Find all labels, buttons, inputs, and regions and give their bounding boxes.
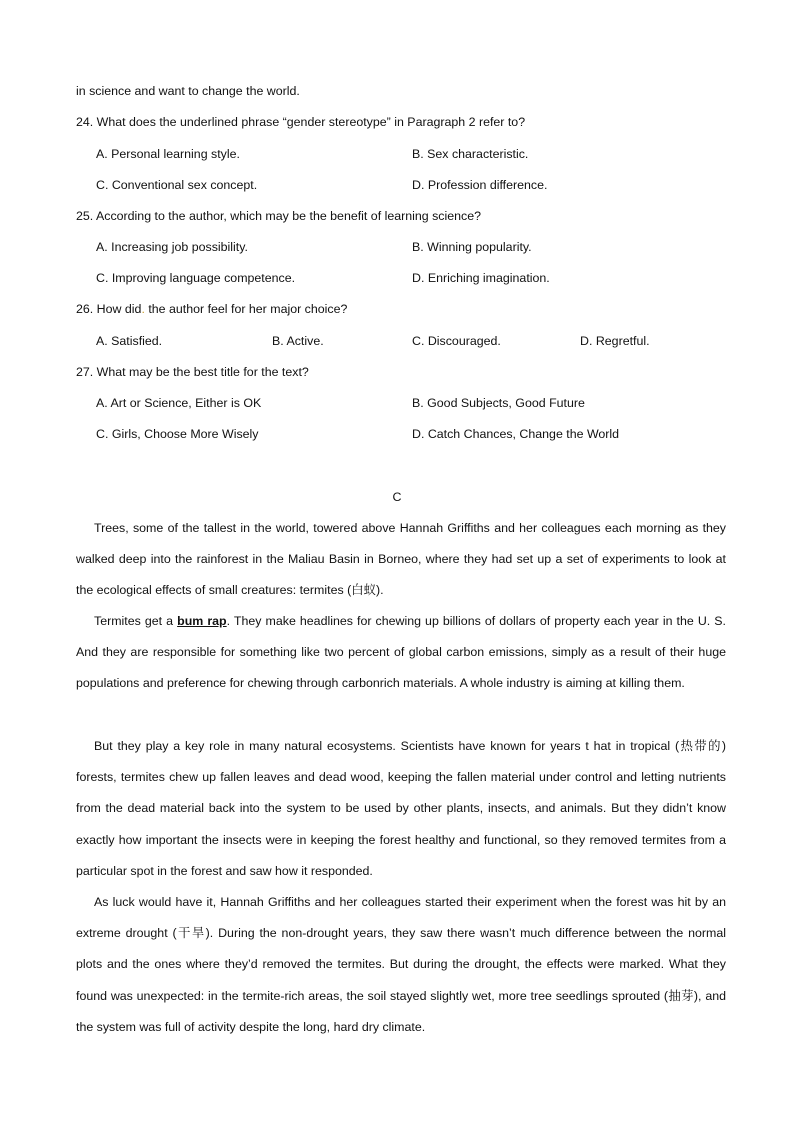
question-27-option-b: B. Good Subjects, Good Future — [412, 396, 585, 410]
question-24-option-b: B. Sex characteristic. — [412, 147, 529, 161]
question-27-stem: 27. What may be the best title for the text? — [76, 365, 309, 379]
question-24-option-c: C. Conventional sex concept. — [96, 178, 258, 192]
underlined-phrase: bum rap — [177, 614, 227, 628]
question-24-option-d: D. Profession difference. — [412, 178, 548, 192]
question-26-stem-part-a: 26. How did — [76, 302, 142, 316]
question-26-option-c: C. Discouraged. — [412, 334, 501, 348]
question-25-option-d: D. Enriching imagination. — [412, 271, 550, 285]
question-25-option-a: A. Increasing job possibility. — [96, 240, 248, 254]
question-24-option-a: A. Personal learning style. — [96, 147, 240, 161]
question-27-option-c: C. Girls, Choose More Wisely — [96, 427, 259, 441]
question-26-stem — [76, 302, 347, 316]
question-24-stem: 24. What does the underlined phrase “gender stereotype” in Paragraph 2 refer to? — [76, 115, 526, 129]
question-26-option-a: A. Satisfied. — [96, 334, 163, 348]
question-26-stem-dot: . — [141, 302, 145, 316]
paragraph-2-text-start: Termites get a — [94, 614, 178, 628]
passage-paragraph-1: Trees, some of the tallest in the world, towered above Hannah Griffiths and her colleagues each morning as they walked deep into the rainforest in the Maliau Basin in Borneo, where they had set up a set of experiments to look at the ecological effects of small creatures: termites (白蚁). — [76, 521, 726, 598]
question-26-option-b: B. Active. — [272, 334, 324, 348]
question-25-option-b: B. Winning popularity. — [412, 240, 532, 254]
intro-line: in science and want to change the world. — [76, 84, 300, 98]
question-26-stem-part-b: the author feel for her major choice? — [144, 302, 348, 316]
question-25-option-c: C. Improving language competence. — [96, 271, 296, 285]
passage-paragraph-2 — [76, 606, 726, 700]
question-25-stem: 25. According to the author, which may be the benefit of learning science? — [76, 209, 482, 223]
section-heading: C — [392, 490, 402, 504]
question-27-option-a: A. Art or Science, Either is OK — [96, 396, 262, 410]
question-26-option-d: D. Regretful. — [580, 334, 650, 348]
paragraph-2-text-rest: . They make headlines for chewing up billions of dollars of property each year in the U. S. And they are responsible for something like two percent of global carbon emissions, simply as a result of their huge populations and preference for chewing through carbonrich materials. A whole industry is aiming at killing them. — [76, 614, 726, 691]
question-27-option-d: D. Catch Chances, Change the World — [412, 427, 620, 441]
passage-paragraph-3: But they play a key role in many natural ecosystems. Scientists have known for years t hat in tropical (热带的) forests, termites chew up fallen leaves and dead wood, keeping the fallen material under control and letting nutrients from the dead material back into the system to be used by other plants, insects, and animals. But they didn’t know exactly how important the insects were in keeping the forest healthy and functional, so they removed termites from a particular spot in the forest and saw how it responded. — [76, 739, 726, 878]
passage-paragraph-4: As luck would have it, Hannah Griffiths and her colleagues started their experiment when the forest was hit by an extreme drought (干旱). During the non-drought years, they saw there wasn’t much difference between the normal plots and the ones where they’d removed the termites. But during the drought, the effects were marked. What they found was unexpected: in the termite-rich areas, the soil stayed slightly wet, more tree seedlings sprouted (抽芽), and the system was full of activity despite the long, hard dry climate. — [76, 895, 726, 1034]
